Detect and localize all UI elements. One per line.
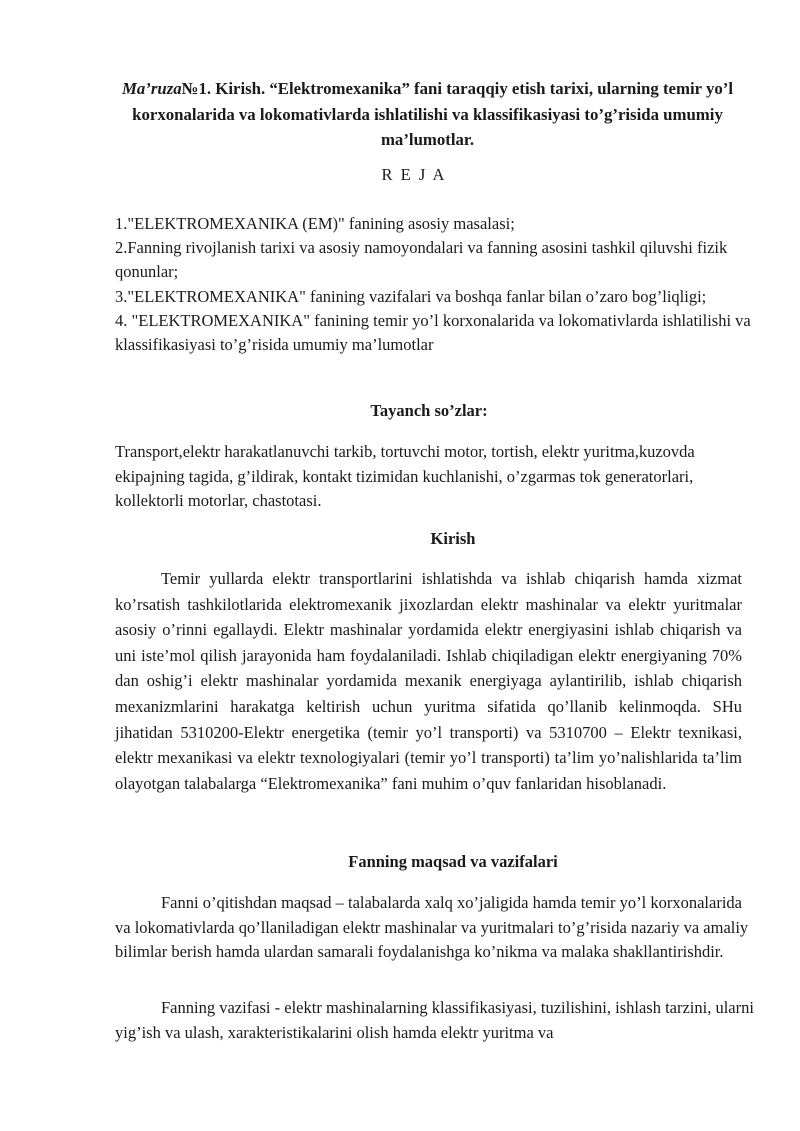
intro-heading: Kirish — [430, 529, 476, 548]
plan-item: 1."ELEKTROMEXANIKA (EM)" fanining asosiy masalasi; — [115, 214, 515, 233]
plan-heading: R E J A — [381, 165, 447, 184]
intro-paragraph: Temir yullarda elektr transportlarini ishlatishda va ishlab chiqarish hamda xizmat ko’rsatish tashkilotlarida elektromexanik jixozlardan elektr mashinalar va elektr yuritmalar asosiy o’rinni egallaydi. Elektr mashinalar yordamida elektr energiyasini ishlab chiqarish va uni iste’mol qilish jarayonida ham foydalaniladi. Ishlab chiqiladigan elektr energiyaning 70% dan oshig’i elektr mashinalar yordamida mexanik energiyaga aylantirilib, ishlab chiqarish mexanizmlarini harakatga keltirish uchun yuritma sifatida qo’llanib kelinmoqda. SHu jihatidan 5310200-Elektr energetika (temir yo’l transporti) va 5310700 – Elektr texnikasi, elektr mexanikasi va elektr texnologiyalari (temir yo’l transporti) ta’lim yo’nalishlarida ta’lim olayotgan talabalarga “Elektromexanika” fani muhim o’quv fanlaridan hisoblanadi. — [115, 569, 742, 793]
keywords-paragraph: Transport,elektr harakatlanuvchi tarkib, tortuvchi motor, tortish, elektr yuritma,kuzovda ekipajning tagida, g’ildirak, kontakt tizimidan kuchlanishi, o’zgarmas tok generatorlari, kollektorli motorlar, chastotasi. — [115, 442, 695, 511]
goal-paragraph: Fanni o’qitishdan maqsad – talabalarda xalq xo’jaligida hamda temir yo’l korxonalarida va lokomativlarda qo’llaniladigan elektr mashinalar va yuritmalari to’g’risida nazariy va amaliy bilimlar berish hamda ulardan samarali foydalanishga ko’nikma va malaka shakllantirishdir. — [115, 893, 749, 962]
keywords-heading: Tayanch so’zlar: — [370, 401, 488, 420]
plan-item: 3."ELEKTROMEXANIKA" fanining vazifalari va boshqa fanlar bilan o’zaro bog’liqligi; — [115, 286, 707, 306]
task-paragraph: Fanning vazifasi - elektr mashinalarning klassifikasiyasi, tuzilishini, ishlash tarzini, ularni yig’ish va ulash, xarakteristikalarini olish hamda elektr yuritma va — [115, 998, 754, 1042]
goals-heading: Fanning maqsad va vazifalari — [348, 852, 558, 871]
plan-list — [115, 212, 755, 357]
plan-item: 4. "ELEKTROMEXANIKA" fanining temir yo’l korxonalarida va lokomativlarda ishlatilishi va klassifikasiyasi to’g’risida umumiy ma’lumotlar — [115, 310, 751, 355]
plan-item: 2.Fanning rivojlanish tarixi va asosiy namoyondalari va fanning asosini tashkil qiluvshi fizik qonunlar; — [115, 238, 728, 282]
lecture-title — [100, 76, 755, 153]
lecture-title-prefix: Ma’ruza — [121, 79, 182, 98]
lecture-title-text: №1. Kirish. “Elektromexanika” fani taraqqiy etish tarixi, ularning temir yo’l korxonalarida va lokomativlarda ishlatilishi va klassifikasiyasi to’g’risida umumiy ma’lumotlar. — [132, 79, 734, 149]
